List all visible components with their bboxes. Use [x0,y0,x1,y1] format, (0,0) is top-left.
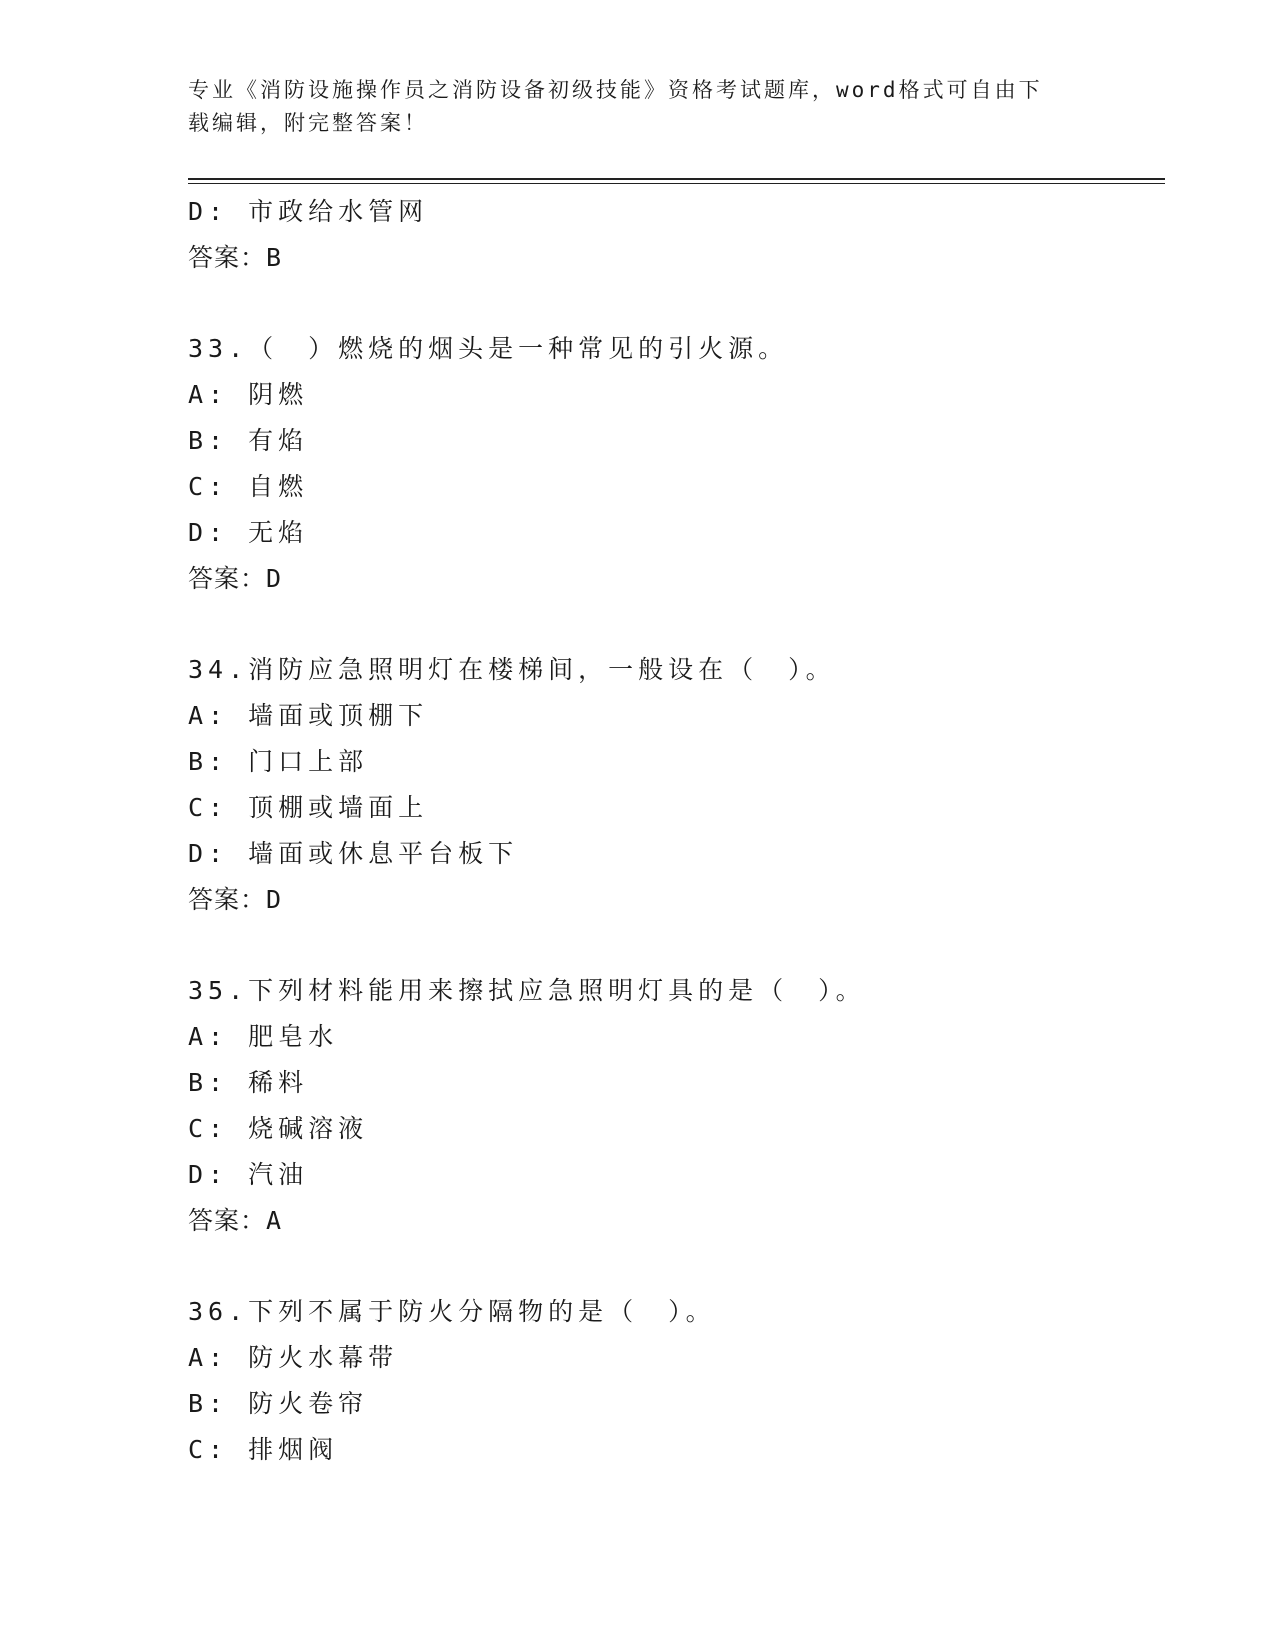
question-stem: 36.下列不属于防火分隔物的是（ ）。 [188,1297,716,1326]
option-b: B: 防火卷帘 [188,1389,369,1418]
question-stem: 35.下列材料能用来擦拭应急照明灯具的是（ ）。 [188,976,866,1005]
document-header [188,74,1088,140]
answer-line: 答案：A [188,1206,283,1235]
option-a: A: 防火水幕带 [188,1343,399,1372]
option-c: C: 自燃 [188,472,309,501]
header-line-1: 专业《消防设施操作员之消防设备初级技能》资格考试题库，word格式可自由下 [188,78,1043,102]
answer-line: 答案：D [188,564,283,593]
answer-line: 答案：B [188,243,283,272]
spacer [188,281,1168,326]
option-d: D: 墙面或休息平台板下 [188,839,519,868]
option-b: B: 有焰 [188,426,309,455]
header-line-2: 载编辑，附完整答案！ [188,111,428,135]
option-b: B: 门口上部 [188,747,369,776]
option-a: A: 阴燃 [188,380,309,409]
question-33 [188,326,1168,602]
answer-line: 答案：D [188,885,283,914]
question-stem: 33.（ ）燃烧的烟头是一种常见的引火源。 [188,334,789,363]
header-divider-thin [188,183,1165,184]
option-d: D: 汽油 [188,1160,309,1189]
question-35 [188,968,1168,1244]
question-list [188,189,1168,1473]
spacer [188,1244,1168,1289]
spacer [188,602,1168,647]
question-36 [188,1289,1168,1473]
option-c: C: 顶棚或墙面上 [188,793,429,822]
question-stem: 34.消防应急照明灯在楼梯间，一般设在（ ）。 [188,655,836,684]
header-divider-thick [188,178,1165,180]
option-c: C: 排烟阀 [188,1435,339,1464]
option-a: A: 肥皂水 [188,1022,339,1051]
option-d: D: 市政给水管网 [188,197,429,226]
option-d: D: 无焰 [188,518,309,547]
option-c: C: 烧碱溶液 [188,1114,369,1143]
option-b: B: 稀料 [188,1068,309,1097]
question-34 [188,647,1168,923]
option-a: A: 墙面或顶棚下 [188,701,429,730]
spacer [188,923,1168,968]
